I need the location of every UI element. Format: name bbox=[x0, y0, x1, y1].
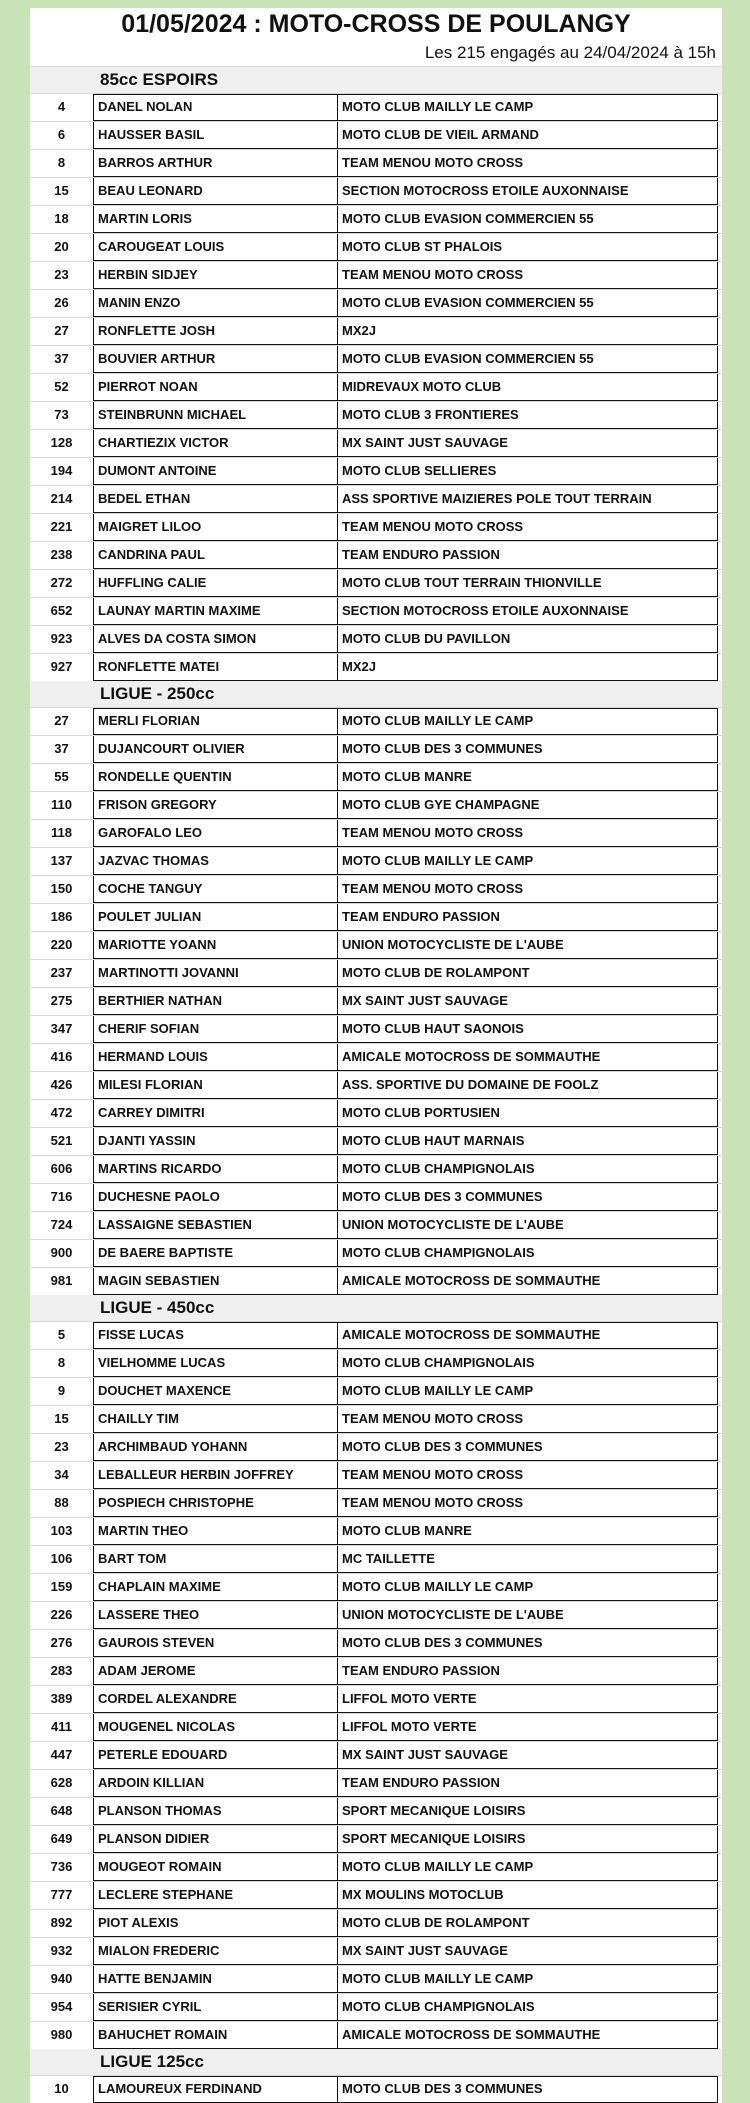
rider-number: 954 bbox=[50, 1999, 73, 2014]
table-row bbox=[30, 569, 722, 597]
club-name: MX MOULINS MOTOCLUB bbox=[338, 1882, 718, 1909]
club-name: MOTO CLUB 3 FRONTIERES bbox=[338, 402, 718, 429]
rider-number: 26 bbox=[54, 295, 69, 310]
rider-number: 194 bbox=[50, 463, 73, 478]
rider-name: DUMONT ANTOINE bbox=[93, 458, 338, 485]
club-name: SPORT MECANIQUE LOISIRS bbox=[338, 1798, 718, 1825]
rider-number: 927 bbox=[50, 659, 73, 674]
rider-name: CAROUGEAT LOUIS bbox=[93, 234, 338, 261]
rider-name: STEINBRUNN MICHAEL bbox=[93, 402, 338, 429]
table-row bbox=[30, 1881, 722, 1909]
rider-name: BEDEL ETHAN bbox=[93, 486, 338, 513]
club-name: MOTO CLUB SELLIERES bbox=[338, 458, 718, 485]
rider-number: 777 bbox=[50, 1887, 73, 1902]
club-name: MOTO CLUB DE ROLAMPONT bbox=[338, 1910, 718, 1937]
club-name: MOTO CLUB EVASION COMMERCIEN 55 bbox=[338, 206, 718, 233]
rider-number: 472 bbox=[50, 1105, 73, 1120]
rider-number: 940 bbox=[50, 1971, 73, 1986]
rider-number: 23 bbox=[54, 1439, 69, 1454]
rider-name: RONDELLE QUENTIN bbox=[93, 764, 338, 791]
club-name: MOTO CLUB MANRE bbox=[338, 764, 718, 791]
table-row bbox=[30, 1433, 722, 1461]
table-row bbox=[30, 1993, 722, 2021]
rider-number: 34 bbox=[54, 1467, 69, 1482]
club-name: UNION MOTOCYCLISTE DE L'AUBE bbox=[338, 1602, 718, 1629]
rider-number: 88 bbox=[54, 1495, 69, 1510]
club-name: SECTION MOTOCROSS ETOILE AUXONNAISE bbox=[338, 598, 718, 625]
rider-number: 4 bbox=[57, 99, 66, 114]
rider-name: RONFLETTE MATEI bbox=[93, 654, 338, 681]
rider-number: 55 bbox=[54, 769, 69, 784]
table-row bbox=[30, 847, 722, 875]
club-name: SPORT MECANIQUE LOISIRS bbox=[338, 1826, 718, 1853]
rider-number: 347 bbox=[50, 1021, 73, 1036]
table-row bbox=[30, 1769, 722, 1797]
section-header: LIGUE - 450cc bbox=[30, 1295, 722, 1321]
rider-number: 27 bbox=[54, 713, 69, 728]
table-row bbox=[30, 1713, 722, 1741]
table-row bbox=[30, 931, 722, 959]
club-name: LIFFOL MOTO VERTE bbox=[338, 1686, 718, 1713]
rider-name: MERLI FLORIAN bbox=[93, 708, 338, 735]
rider-name: BEAU LEONARD bbox=[93, 178, 338, 205]
rider-number: 892 bbox=[50, 1915, 73, 1930]
rider-name: LECLERE STEPHANE bbox=[93, 1882, 338, 1909]
club-name: MOTO CLUB DES 3 COMMUNES bbox=[338, 2076, 718, 2103]
table-row bbox=[30, 875, 722, 903]
page-subtitle: Les 215 engagés au 24/04/2024 à 15h bbox=[30, 40, 722, 67]
rider-number: 52 bbox=[54, 379, 69, 394]
club-name: MOTO CLUB DE VIEIL ARMAND bbox=[338, 122, 718, 149]
sections-container bbox=[30, 67, 722, 2103]
table-row bbox=[30, 597, 722, 625]
rider-name: HATTE BENJAMIN bbox=[93, 1966, 338, 1993]
rider-name: COCHE TANGUY bbox=[93, 876, 338, 903]
table-row bbox=[30, 1321, 722, 1349]
club-name: TEAM MENOU MOTO CROSS bbox=[338, 514, 718, 541]
table-row bbox=[30, 2075, 722, 2103]
rider-name: LAMOUREUX FERDINAND bbox=[93, 2076, 338, 2103]
rider-name: CHAILLY TIM bbox=[93, 1406, 338, 1433]
club-name: TEAM ENDURO PASSION bbox=[338, 1770, 718, 1797]
rider-number: 521 bbox=[50, 1133, 73, 1148]
club-name: TEAM ENDURO PASSION bbox=[338, 904, 718, 931]
rider-number: 416 bbox=[50, 1049, 73, 1064]
club-name: AMICALE MOTOCROSS DE SOMMAUTHE bbox=[338, 1268, 718, 1295]
club-name: MC TAILLETTE bbox=[338, 1546, 718, 1573]
rider-number: 6 bbox=[57, 127, 66, 142]
club-name: MOTO CLUB MAILLY LE CAMP bbox=[338, 94, 718, 121]
table-row bbox=[30, 1685, 722, 1713]
rider-name: CHARTIEZIX VICTOR bbox=[93, 430, 338, 457]
club-name: MOTO CLUB DE ROLAMPONT bbox=[338, 960, 718, 987]
rider-name: CHERIF SOFIAN bbox=[93, 1016, 338, 1043]
table-row bbox=[30, 1155, 722, 1183]
rider-name: DE BAERE BAPTISTE bbox=[93, 1240, 338, 1267]
rider-number: 8 bbox=[57, 1355, 66, 1370]
rider-name: DUJANCOURT OLIVIER bbox=[93, 736, 338, 763]
club-name: MOTO CLUB CHAMPIGNOLAIS bbox=[338, 1240, 718, 1267]
rider-number: 150 bbox=[50, 881, 73, 896]
club-name: SECTION MOTOCROSS ETOILE AUXONNAISE bbox=[338, 178, 718, 205]
rider-name: HUFFLING CALIE bbox=[93, 570, 338, 597]
rider-name: CARREY DIMITRI bbox=[93, 1100, 338, 1127]
table-row bbox=[30, 1461, 722, 1489]
table-row bbox=[30, 625, 722, 653]
club-name: TEAM MENOU MOTO CROSS bbox=[338, 1406, 718, 1433]
rider-name: CORDEL ALEXANDRE bbox=[93, 1686, 338, 1713]
table-row bbox=[30, 1015, 722, 1043]
table-row bbox=[30, 205, 722, 233]
club-name: MX2J bbox=[338, 654, 718, 681]
rider-number: 15 bbox=[54, 1411, 69, 1426]
table-row bbox=[30, 317, 722, 345]
club-name: MOTO CLUB TOUT TERRAIN THIONVILLE bbox=[338, 570, 718, 597]
rider-number: 106 bbox=[50, 1551, 73, 1566]
club-name: UNION MOTOCYCLISTE DE L'AUBE bbox=[338, 1212, 718, 1239]
entry-list-sheet bbox=[30, 8, 722, 2103]
club-name: MX SAINT JUST SAUVAGE bbox=[338, 430, 718, 457]
club-name: MOTO CLUB EVASION COMMERCIEN 55 bbox=[338, 290, 718, 317]
club-name: MOTO CLUB ST PHALOIS bbox=[338, 234, 718, 261]
club-name: TEAM MENOU MOTO CROSS bbox=[338, 1490, 718, 1517]
table-row bbox=[30, 149, 722, 177]
rider-number: 221 bbox=[50, 519, 73, 534]
rider-number: 932 bbox=[50, 1943, 73, 1958]
rider-number: 389 bbox=[50, 1691, 73, 1706]
table-row bbox=[30, 1517, 722, 1545]
table-row bbox=[30, 1825, 722, 1853]
rider-number: 23 bbox=[54, 267, 69, 282]
table-row bbox=[30, 763, 722, 791]
table-row bbox=[30, 1853, 722, 1881]
club-name: TEAM ENDURO PASSION bbox=[338, 1658, 718, 1685]
rider-name: POSPIECH CHRISTOPHE bbox=[93, 1490, 338, 1517]
club-name: UNION MOTOCYCLISTE DE L'AUBE bbox=[338, 932, 718, 959]
rider-name: BAHUCHET ROMAIN bbox=[93, 2022, 338, 2049]
rider-name: LAUNAY MARTIN MAXIME bbox=[93, 598, 338, 625]
rider-name: ARDOIN KILLIAN bbox=[93, 1770, 338, 1797]
rider-name: MARTIN LORIS bbox=[93, 206, 338, 233]
rider-name: ALVES DA COSTA SIMON bbox=[93, 626, 338, 653]
club-name: MOTO CLUB DES 3 COMMUNES bbox=[338, 1434, 718, 1461]
table-row bbox=[30, 1349, 722, 1377]
table-row bbox=[30, 1545, 722, 1573]
rider-name: CHAPLAIN MAXIME bbox=[93, 1574, 338, 1601]
table-row bbox=[30, 1377, 722, 1405]
rider-name: PETERLE EDOUARD bbox=[93, 1742, 338, 1769]
table-row bbox=[30, 1601, 722, 1629]
rider-number: 648 bbox=[50, 1803, 73, 1818]
table-row bbox=[30, 177, 722, 205]
rider-name: MAIGRET LILOO bbox=[93, 514, 338, 541]
club-name: MOTO CLUB HAUT SAONOIS bbox=[338, 1016, 718, 1043]
table-row bbox=[30, 261, 722, 289]
table-row bbox=[30, 541, 722, 569]
rider-number: 736 bbox=[50, 1859, 73, 1874]
rider-name: RONFLETTE JOSH bbox=[93, 318, 338, 345]
table-row bbox=[30, 1211, 722, 1239]
rider-number: 237 bbox=[50, 965, 73, 980]
rider-number: 27 bbox=[54, 323, 69, 338]
rider-name: DJANTI YASSIN bbox=[93, 1128, 338, 1155]
rider-name: PLANSON DIDIER bbox=[93, 1826, 338, 1853]
rider-name: PIOT ALEXIS bbox=[93, 1910, 338, 1937]
rider-name: FISSE LUCAS bbox=[93, 1322, 338, 1349]
rider-name: ADAM JEROME bbox=[93, 1658, 338, 1685]
club-name: MOTO CLUB MAILLY LE CAMP bbox=[338, 708, 718, 735]
rider-number: 649 bbox=[50, 1831, 73, 1846]
rider-number: 923 bbox=[50, 631, 73, 646]
rider-name: DUCHESNE PAOLO bbox=[93, 1184, 338, 1211]
rider-name: MARTINS RICARDO bbox=[93, 1156, 338, 1183]
club-name: MOTO CLUB DU PAVILLON bbox=[338, 626, 718, 653]
club-name: MOTO CLUB GYE CHAMPAGNE bbox=[338, 792, 718, 819]
rider-name: MANIN ENZO bbox=[93, 290, 338, 317]
rider-number: 214 bbox=[50, 491, 73, 506]
rider-name: MOUGENEL NICOLAS bbox=[93, 1714, 338, 1741]
rider-number: 283 bbox=[50, 1663, 73, 1678]
page-title: 01/05/2024 : MOTO-CROSS DE POULANGY bbox=[121, 10, 631, 38]
club-name: ASS. SPORTIVE DU DOMAINE DE FOOLZ bbox=[338, 1072, 718, 1099]
rider-number: 606 bbox=[50, 1161, 73, 1176]
rider-number: 276 bbox=[50, 1635, 73, 1650]
club-name: MOTO CLUB HAUT MARNAIS bbox=[338, 1128, 718, 1155]
table-row bbox=[30, 513, 722, 541]
section-header: 85cc ESPOIRS bbox=[30, 67, 722, 93]
rider-number: 37 bbox=[54, 741, 69, 756]
club-name: MOTO CLUB EVASION COMMERCIEN 55 bbox=[338, 346, 718, 373]
rider-number: 980 bbox=[50, 2027, 73, 2042]
rider-number: 10 bbox=[54, 2081, 69, 2096]
club-name: MOTO CLUB PORTUSIEN bbox=[338, 1100, 718, 1127]
table-row bbox=[30, 903, 722, 931]
club-name: MX SAINT JUST SAUVAGE bbox=[338, 1938, 718, 1965]
rider-number: 981 bbox=[50, 1273, 73, 1288]
club-name: LIFFOL MOTO VERTE bbox=[338, 1714, 718, 1741]
table-row bbox=[30, 1937, 722, 1965]
rider-name: GAUROIS STEVEN bbox=[93, 1630, 338, 1657]
rider-number: 118 bbox=[51, 825, 72, 840]
rider-name: MOUGEOT ROMAIN bbox=[93, 1854, 338, 1881]
table-row bbox=[30, 735, 722, 763]
rider-name: BOUVIER ARTHUR bbox=[93, 346, 338, 373]
rider-name: MARTIN THEO bbox=[93, 1518, 338, 1545]
rider-name: SERISIER CYRIL bbox=[93, 1994, 338, 2021]
rider-number: 226 bbox=[50, 1607, 73, 1622]
club-name: MOTO CLUB MAILLY LE CAMP bbox=[338, 1378, 718, 1405]
table-row bbox=[30, 1909, 722, 1937]
rider-number: 103 bbox=[50, 1523, 73, 1538]
rider-number: 426 bbox=[50, 1077, 73, 1092]
club-name: MOTO CLUB DES 3 COMMUNES bbox=[338, 1184, 718, 1211]
rider-number: 900 bbox=[50, 1245, 73, 1260]
rider-name: JAZVAC THOMAS bbox=[93, 848, 338, 875]
club-name: MX SAINT JUST SAUVAGE bbox=[338, 988, 718, 1015]
rider-name: BART TOM bbox=[93, 1546, 338, 1573]
table-row bbox=[30, 429, 722, 457]
rider-number: 628 bbox=[50, 1775, 73, 1790]
rider-number: 652 bbox=[50, 603, 73, 618]
club-name: MOTO CLUB CHAMPIGNOLAIS bbox=[338, 1994, 718, 2021]
table-row bbox=[30, 1127, 722, 1155]
club-name: MOTO CLUB MAILLY LE CAMP bbox=[338, 848, 718, 875]
rider-name: MARIOTTE YOANN bbox=[93, 932, 338, 959]
table-row bbox=[30, 1239, 722, 1267]
club-name: TEAM MENOU MOTO CROSS bbox=[338, 876, 718, 903]
club-name: ASS SPORTIVE MAIZIERES POLE TOUT TERRAIN bbox=[338, 486, 718, 513]
rider-number: 272 bbox=[50, 575, 73, 590]
rider-name: CANDRINA PAUL bbox=[93, 542, 338, 569]
rider-name: MILESI FLORIAN bbox=[93, 1072, 338, 1099]
section-header: LIGUE 125cc bbox=[30, 2049, 722, 2075]
rider-number: 137 bbox=[50, 853, 73, 868]
rider-number: 128 bbox=[50, 435, 73, 450]
table-row bbox=[30, 233, 722, 261]
rider-name: BERTHIER NATHAN bbox=[93, 988, 338, 1015]
table-row bbox=[30, 1071, 722, 1099]
club-name: MOTO CLUB MANRE bbox=[338, 1518, 718, 1545]
rider-name: GAROFALO LEO bbox=[93, 820, 338, 847]
rider-name: MAGIN SEBASTIEN bbox=[93, 1268, 338, 1295]
rider-number: 447 bbox=[50, 1747, 73, 1762]
table-row bbox=[30, 1965, 722, 1993]
table-row bbox=[30, 1099, 722, 1127]
rider-number: 18 bbox=[54, 211, 69, 226]
club-name: MOTO CLUB DES 3 COMMUNES bbox=[338, 1630, 718, 1657]
table-row bbox=[30, 819, 722, 847]
table-row bbox=[30, 791, 722, 819]
club-name: AMICALE MOTOCROSS DE SOMMAUTHE bbox=[338, 1322, 718, 1349]
table-row bbox=[30, 1267, 722, 1295]
rider-name: HERMAND LOUIS bbox=[93, 1044, 338, 1071]
rider-name: MIALON FREDERIC bbox=[93, 1938, 338, 1965]
table-row bbox=[30, 1741, 722, 1769]
rider-name: LASSERE THEO bbox=[93, 1602, 338, 1629]
table-row bbox=[30, 707, 722, 735]
rider-number: 238 bbox=[50, 547, 73, 562]
table-row bbox=[30, 959, 722, 987]
rider-name: HERBIN SIDJEY bbox=[93, 262, 338, 289]
rider-name: PIERROT NOAN bbox=[93, 374, 338, 401]
rider-number: 275 bbox=[50, 993, 73, 1008]
rider-number: 186 bbox=[50, 909, 73, 924]
rider-number: 159 bbox=[50, 1579, 73, 1594]
table-row bbox=[30, 653, 722, 681]
club-name: TEAM MENOU MOTO CROSS bbox=[338, 262, 718, 289]
rider-name: LASSAIGNE SEBASTIEN bbox=[93, 1212, 338, 1239]
rider-name: DOUCHET MAXENCE bbox=[93, 1378, 338, 1405]
rider-number: 9 bbox=[57, 1383, 66, 1398]
rider-name: MARTINOTTI JOVANNI bbox=[93, 960, 338, 987]
rider-name: FRISON GREGORY bbox=[93, 792, 338, 819]
table-row bbox=[30, 121, 722, 149]
table-row bbox=[30, 2021, 722, 2049]
rider-number: 8 bbox=[57, 155, 66, 170]
table-row bbox=[30, 457, 722, 485]
club-name: MX2J bbox=[338, 318, 718, 345]
club-name: MX SAINT JUST SAUVAGE bbox=[338, 1742, 718, 1769]
club-name: TEAM MENOU MOTO CROSS bbox=[338, 150, 718, 177]
table-row bbox=[30, 1043, 722, 1071]
table-row bbox=[30, 1183, 722, 1211]
club-name: MOTO CLUB CHAMPIGNOLAIS bbox=[338, 1156, 718, 1183]
rider-number: 15 bbox=[54, 183, 69, 198]
rider-name: VIELHOMME LUCAS bbox=[93, 1350, 338, 1377]
table-row bbox=[30, 1405, 722, 1433]
club-name: TEAM MENOU MOTO CROSS bbox=[338, 1462, 718, 1489]
club-name: TEAM MENOU MOTO CROSS bbox=[338, 820, 718, 847]
rider-number: 411 bbox=[51, 1719, 72, 1734]
rider-number: 37 bbox=[54, 351, 69, 366]
rider-number: 20 bbox=[54, 239, 69, 254]
rider-name: BARROS ARTHUR bbox=[93, 150, 338, 177]
rider-number: 724 bbox=[50, 1217, 73, 1232]
rider-number: 716 bbox=[50, 1189, 73, 1204]
club-name: MOTO CLUB DES 3 COMMUNES bbox=[338, 736, 718, 763]
rider-name: LEBALLEUR HERBIN JOFFREY bbox=[93, 1462, 338, 1489]
rider-name: PLANSON THOMAS bbox=[93, 1798, 338, 1825]
rider-number: 220 bbox=[50, 937, 73, 952]
rider-name: DANEL NOLAN bbox=[93, 94, 338, 121]
table-row bbox=[30, 1657, 722, 1685]
table-row bbox=[30, 345, 722, 373]
club-name: AMICALE MOTOCROSS DE SOMMAUTHE bbox=[338, 1044, 718, 1071]
club-name: TEAM ENDURO PASSION bbox=[338, 542, 718, 569]
table-row bbox=[30, 401, 722, 429]
rider-name: ARCHIMBAUD YOHANN bbox=[93, 1434, 338, 1461]
table-row bbox=[30, 485, 722, 513]
rider-number: 5 bbox=[57, 1327, 66, 1342]
table-row bbox=[30, 1629, 722, 1657]
club-name: MOTO CLUB MAILLY LE CAMP bbox=[338, 1574, 718, 1601]
club-name: MOTO CLUB MAILLY LE CAMP bbox=[338, 1966, 718, 1993]
club-name: MIDREVAUX MOTO CLUB bbox=[338, 374, 718, 401]
table-row bbox=[30, 1573, 722, 1601]
table-row bbox=[30, 1797, 722, 1825]
rider-number: 73 bbox=[54, 407, 69, 422]
table-row bbox=[30, 1489, 722, 1517]
table-row bbox=[30, 987, 722, 1015]
club-name: MOTO CLUB MAILLY LE CAMP bbox=[338, 1854, 718, 1881]
table-row bbox=[30, 93, 722, 121]
rider-name: HAUSSER BASIL bbox=[93, 122, 338, 149]
rider-name: POULET JULIAN bbox=[93, 904, 338, 931]
table-row bbox=[30, 373, 722, 401]
club-name: MOTO CLUB CHAMPIGNOLAIS bbox=[338, 1350, 718, 1377]
club-name: AMICALE MOTOCROSS DE SOMMAUTHE bbox=[338, 2022, 718, 2049]
rider-number: 110 bbox=[51, 797, 72, 812]
section-header: LIGUE - 250cc bbox=[30, 681, 722, 707]
table-row bbox=[30, 289, 722, 317]
